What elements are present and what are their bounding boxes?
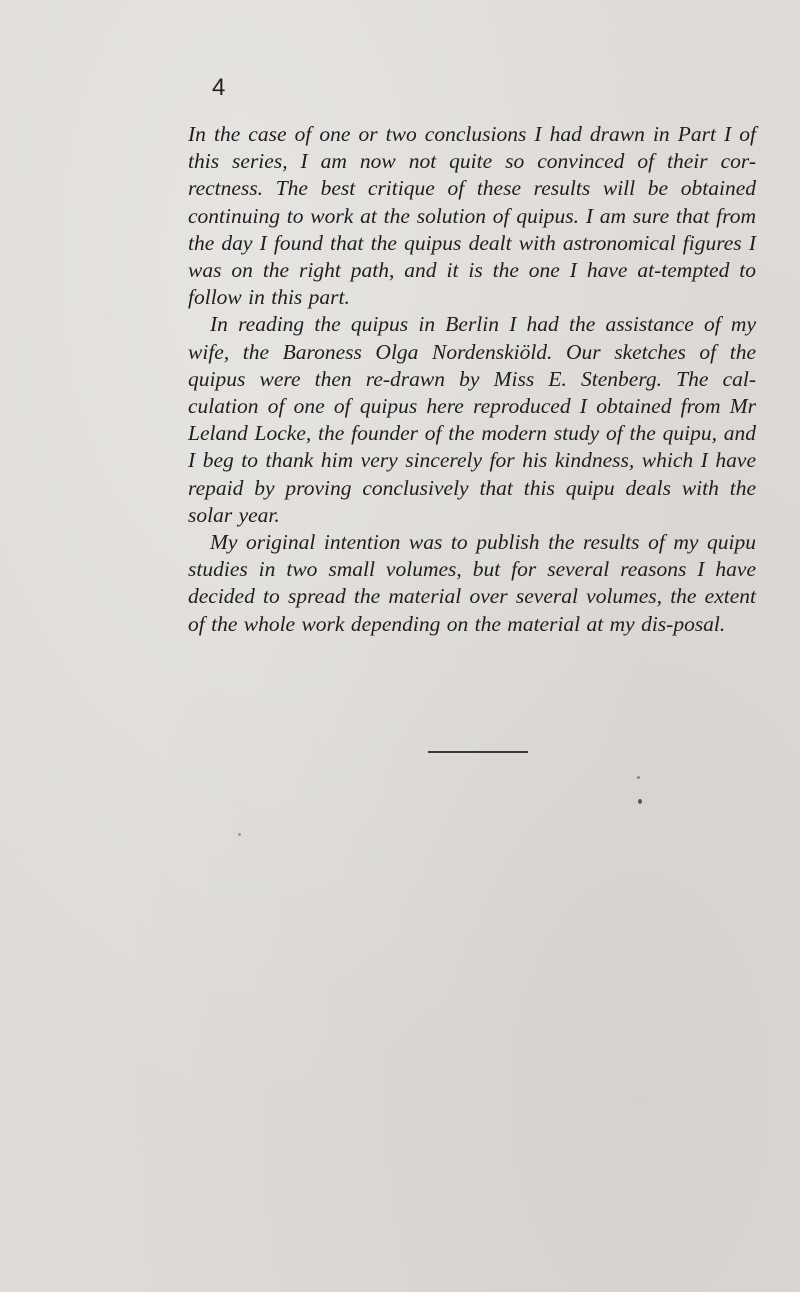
page-number: 4 bbox=[212, 74, 226, 101]
paragraph-1: In the case of one or two conclusions I had drawn in Part I of this series, I am now not quite so convinced of their cor-rectness. The best critique of these results will be obtained continuing to work at the solution of quipus. I am sure that from the day I found that the quipus dealt with astronomical figures I was on the right path, and it is the one I have at-tempted to follow in this part. bbox=[188, 122, 756, 310]
paper-speck bbox=[637, 776, 640, 779]
section-divider-rule bbox=[428, 751, 528, 753]
paragraph-2: In reading the quipus in Berlin I had the assistance of my wife, the Baroness Olga Nordenskiöld. Our sketches of the quipus were then re-drawn by Miss E. Stenberg. The cal-culation of one of quipus here reproduced I obtained from Mr Leland Locke, the founder of the modern study of the quipu, and I beg to thank him very sincerely for his kindness, which I have repaid by proving conclusively that this quipu deals with the solar year. bbox=[188, 312, 756, 527]
paper-speck bbox=[638, 799, 642, 804]
body-text bbox=[188, 121, 756, 638]
paragraph-3: My original intention was to publish the results of my quipu studies in two small volumes, but for several reasons I have decided to spread the material over several volumes, the extent of the whole work depending on the material at my dis-posal. bbox=[188, 530, 756, 636]
paper-speck bbox=[238, 833, 241, 836]
